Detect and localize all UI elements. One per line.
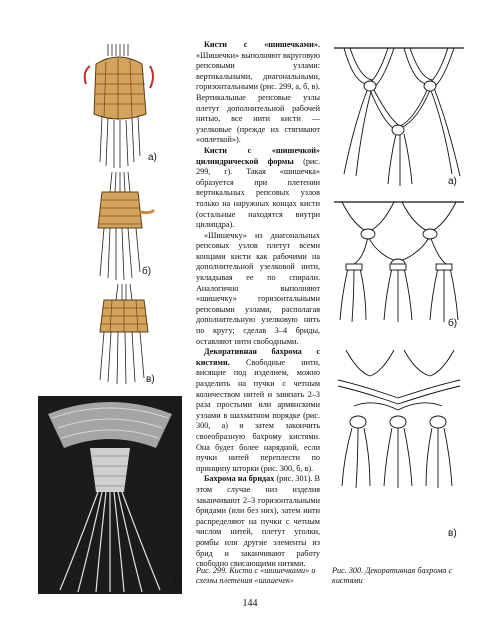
- label-b: б): [142, 266, 152, 277]
- heading-fringe-brides: Бахрома на бридах: [204, 474, 275, 484]
- para-5: (рис. 301). В этом случае низ изделия заканчивают 2–3 горизонтальными бридами (или без них), затем нити распределяют на пучки с четным числом нитей, плетут уголки, ромбы или другие элементы из брид и заканчивают работу свободно свисающими нитями.: [196, 474, 320, 569]
- fringe-diagram-b: [334, 198, 464, 328]
- caption-fig300: Рис. 300. Декоративная бахрома с кистями: [332, 566, 453, 585]
- label-b2: б): [448, 318, 458, 329]
- heading-fringe-tassels: Декоративная бахрома с кистями.: [196, 347, 320, 367]
- fringe-diagram-v: [334, 346, 464, 496]
- heading-cylinder-cone: Кисти с «шишечкой» цилиндрической формы: [196, 145, 320, 166]
- page-number: 144: [242, 598, 258, 609]
- para-1: «Шишечки» выполняют вкруговую репсовыми узлами: вертикальными, диагональными, горизонтальными (рис. 299, а, б, в). Вертикальные репсовые узлы плетут дополнительной рабочей нитью, все нити кисти — узелковые (прежде их стягивают «оплеткой»).: [196, 50, 321, 145]
- label-g: г): [174, 574, 181, 585]
- fringe-diagram-a: [334, 44, 464, 194]
- tassel-drawing-a: [78, 44, 158, 174]
- para-4: Свободные нити, висящие под изделием, можно разделить на пучки с четным количеством нитей и завязать 2–3 раза простыми или армянскими узлами в шахматном порядке (рис. 300, а) и затем закончить своеобразную бахрому кистями. Она будет более нарядной, если пучки нитей переплести по принципу шторки (рис. 300, б, в).: [196, 357, 320, 473]
- tassel-drawing-v: [84, 284, 164, 384]
- para-2: (рис. 299, г). Такая «шишечка» образуется при плетении вертикальных репсовых узлов только на наружных концах кисти (остальные находятся внутри цилиндра).: [196, 156, 320, 230]
- heading-tassels-cones: Кисти с «шишечками».: [204, 40, 320, 49]
- para-3: «Шишечку» из диагональных репсовых узлов плетут всеми концами кисти как рабочими на дополнительной узелковой нити, укладывая ее по спирали. Аналогично выполняют «шишечку» горизонтальными репсовыми узлами, располагая дополнительную узелковую нить по кругу; сделав 3–4 бриды, оставляют нити свободными.: [196, 230, 320, 346]
- label-a: а): [148, 152, 157, 163]
- label-v: в): [146, 374, 155, 385]
- tassel-photo-g: [38, 396, 182, 594]
- label-v2: в): [448, 528, 457, 539]
- article-text: [196, 40, 320, 570]
- label-a2: а): [448, 176, 457, 187]
- caption-fig299: Рис. 299. Кисти с «шишечками» и схемы плетения «шишечек»: [196, 566, 316, 585]
